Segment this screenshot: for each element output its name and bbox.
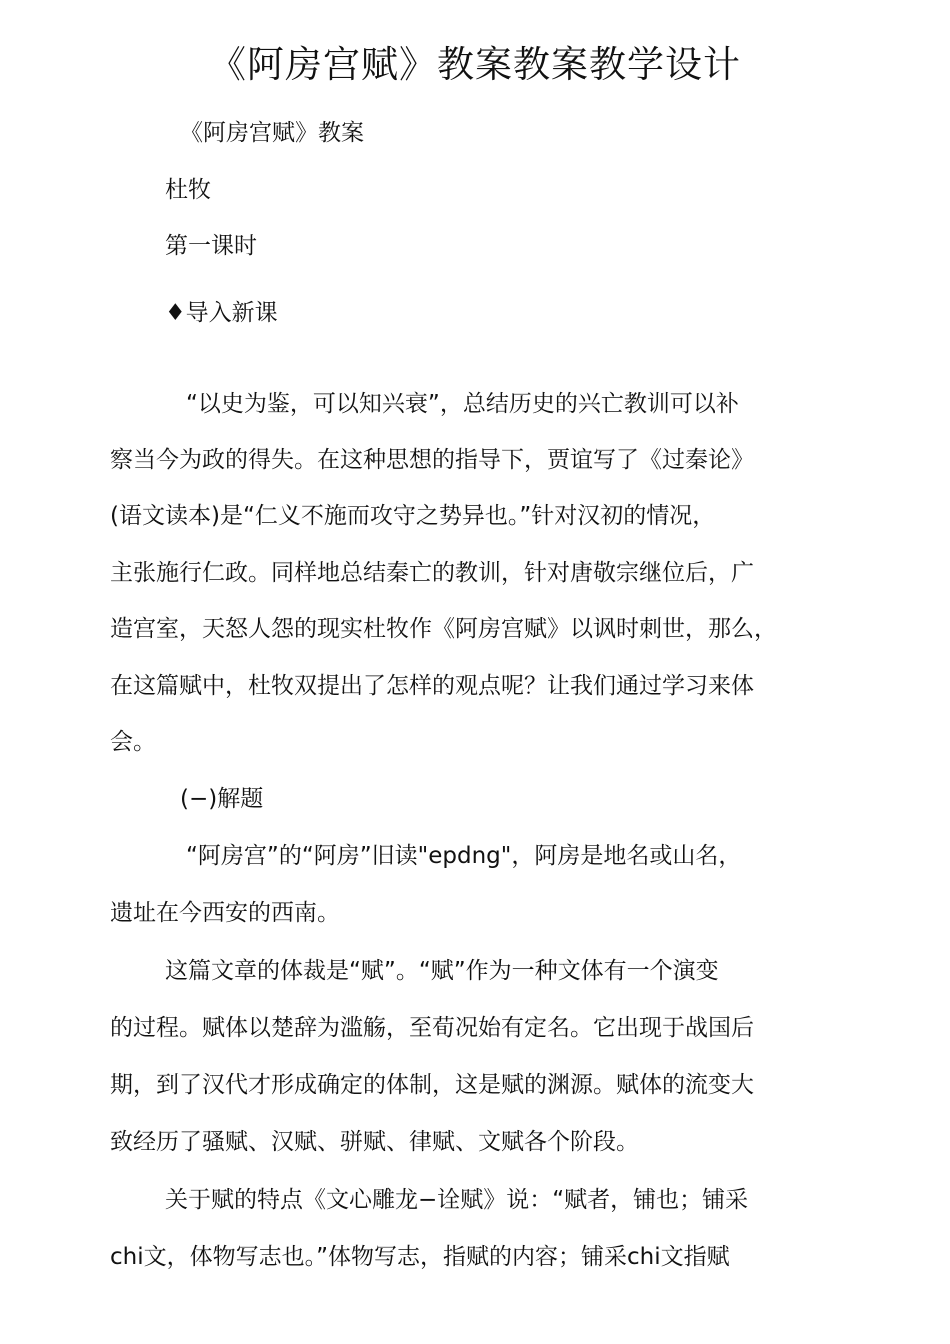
- paragraph-line: “以史为鉴，可以知兴衰”，总结历史的兴亡教训可以补: [186, 391, 739, 417]
- paragraph-line: 关于赋的特点《文心雕龙−诠赋》说：“赋者，铺也；铺采: [165, 1187, 749, 1213]
- paragraph-line: chi文，体物写志也。”体物写志，指赋的内容；铺采chi文指赋: [110, 1244, 730, 1270]
- paragraph-line: 造宫室，天怒人怨的现实杜牧作《阿房宫赋》以讽时刺世，那么，: [110, 616, 777, 642]
- paragraph-line: 致经历了骚赋、汉赋、骈赋、律赋、文赋各个阶段。: [110, 1129, 639, 1155]
- lesson-label: 第一课时: [165, 233, 257, 259]
- document-title: 《阿房宫赋》教案教案教学设计: [209, 43, 741, 86]
- section-heading-topic: (−)解题: [180, 786, 264, 812]
- paragraph-line: 在这篇赋中，杜牧双提出了怎样的观点呢？让我们通过学习来体: [110, 673, 754, 699]
- author-name: 杜牧: [165, 177, 211, 203]
- section-heading-intro: ♦导入新课: [165, 300, 278, 326]
- paragraph-line: 主张施行仁政。同样地总结秦亡的教训，针对唐敬宗继位后，广: [110, 560, 754, 586]
- paragraph-line: 会。: [110, 729, 156, 755]
- paragraph-line: “阿房宫”的“阿房”旧读"epdng"，阿房是地名或山名，: [186, 843, 742, 869]
- paragraph-line: 遗址在今西安的西南。: [110, 900, 340, 926]
- paragraph-line: (语文读本)是“仁义不施而攻守之势异也。”针对汉初的情况，: [110, 503, 716, 529]
- paragraph-line: 察当今为政的得失。在这种思想的指导下，贾谊写了《过秦论》: [110, 447, 754, 473]
- paragraph-line: 这篇文章的体裁是“赋”。“赋”作为一种文体有一个演变: [165, 958, 719, 984]
- paragraph-line: 的过程。赋体以楚辞为滥觞，至荀况始有定名。它出现于战国后: [110, 1015, 754, 1041]
- document-subtitle: 《阿房宫赋》教案: [180, 120, 364, 146]
- paragraph-line: 期，到了汉代才形成确定的体制，这是赋的渊源。赋体的流变大: [110, 1072, 754, 1098]
